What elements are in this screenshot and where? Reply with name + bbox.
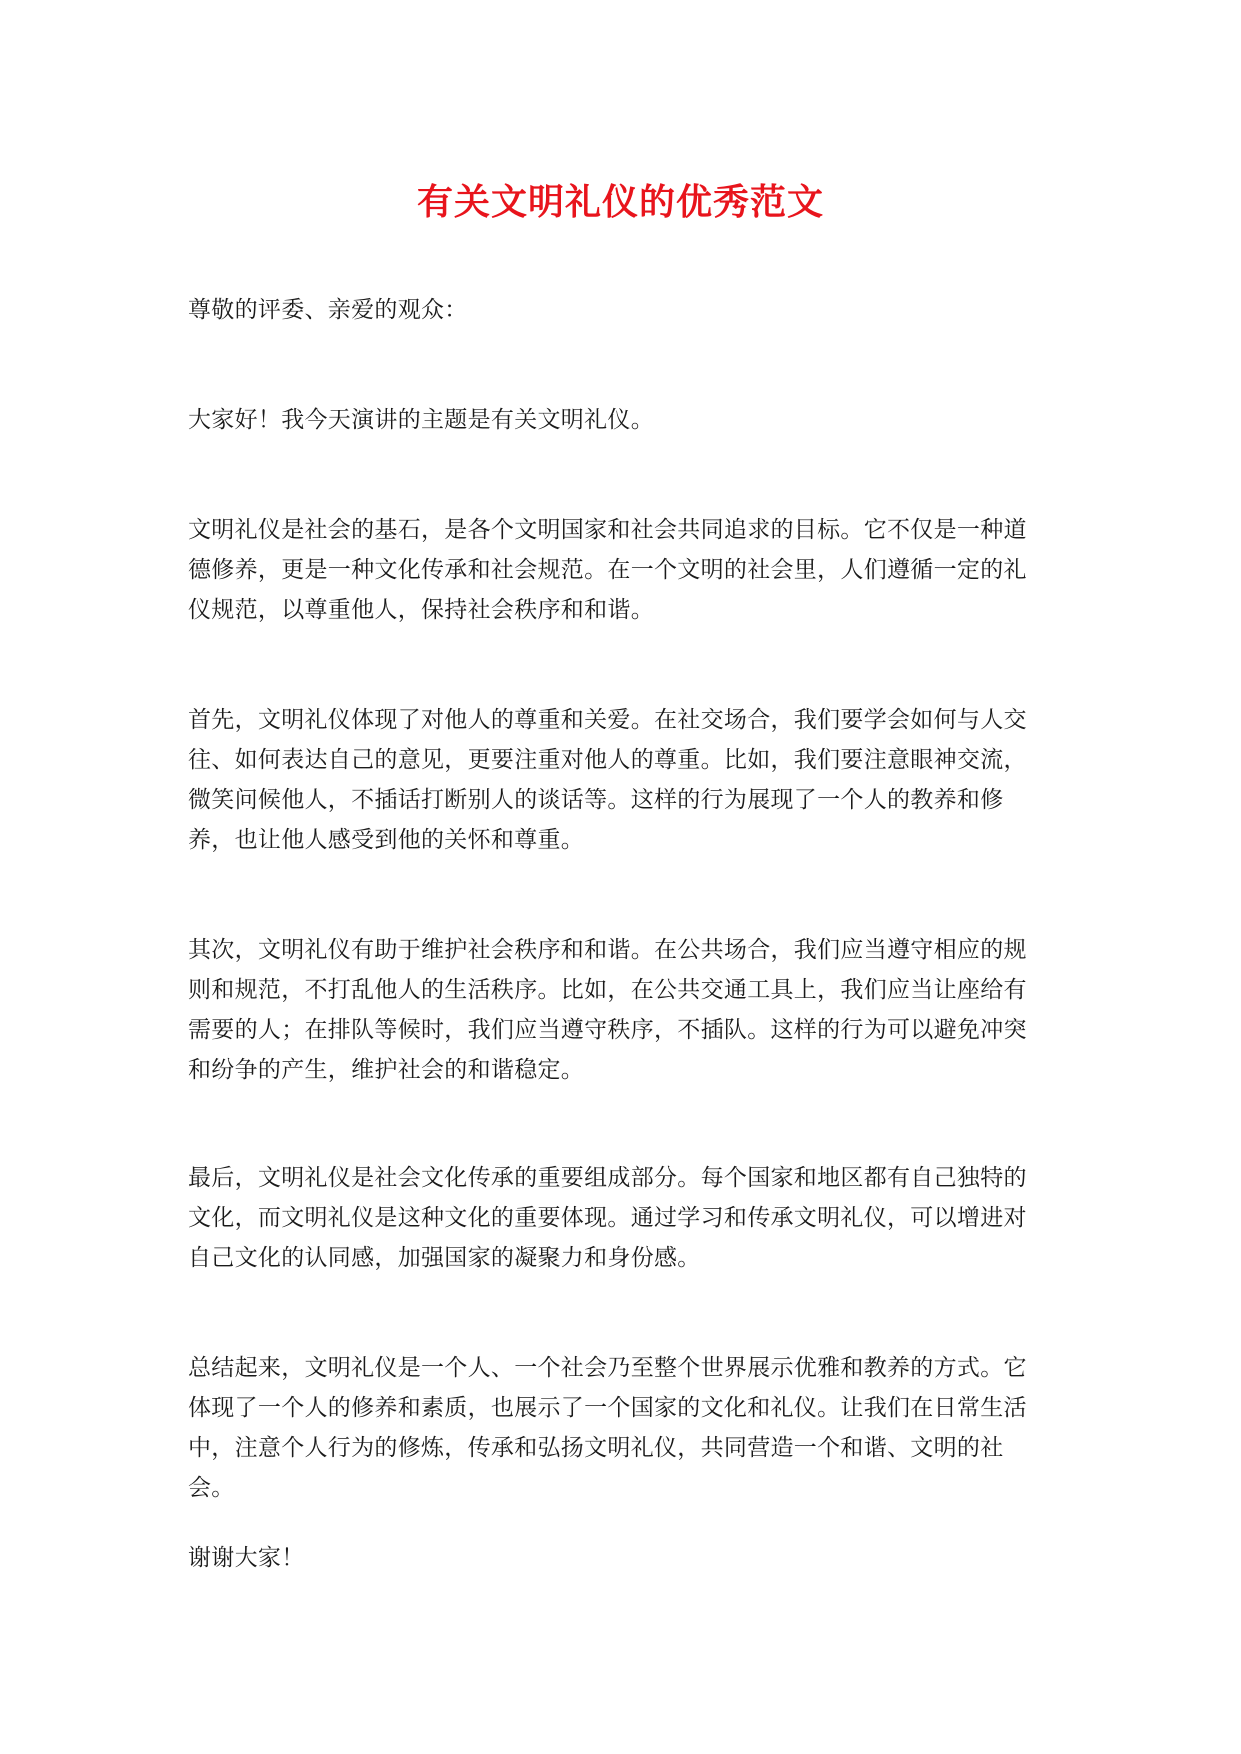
document-title: 有关文明礼仪的优秀范文 [416,182,824,223]
body-paragraph-second: 其次，文明礼仪有助于维护社会秩序和和谐。在公共场合，我们应当遵守相应的规则和规范，不打乱他人的生活秩序。比如，在公共交通工具上，我们应当让座给有需要的人；在排队等候时，我们应当遵守秩序，不插队。这样的行为可以避免冲突和纷争的产生，维护社会的和谐稳定。 [188,937,1027,1083]
opening-paragraph: 大家好！我今天演讲的主题是有关文明礼仪。 [188,407,654,433]
body-paragraph-first: 首先，文明礼仪体现了对他人的尊重和关爱。在社交场合，我们要学会如何与人交往、如何表达自己的意见，更要注重对他人的尊重。比如，我们要注意眼神交流，微笑问候他人，不插话打断别人的谈话等。这样的行为展现了一个人的教养和修养，也让他人感受到他的关怀和尊重。 [188,707,1027,853]
body-paragraph-last: 最后，文明礼仪是社会文化传承的重要组成部分。每个国家和地区都有自己独特的文化，而文明礼仪是这种文化的重要体现。通过学习和传承文明礼仪，可以增进对自己文化的认同感，加强国家的凝聚力和身份感。 [188,1165,1027,1271]
greeting-paragraph: 尊敬的评委、亲爱的观众： [188,297,468,323]
body-paragraph-intro: 文明礼仪是社会的基石，是各个文明国家和社会共同追求的目标。它不仅是一种道德修养，更是一种文化传承和社会规范。在一个文明的社会里，人们遵循一定的礼仪规范，以尊重他人，保持社会秩序和和谐。 [188,517,1027,623]
conclusion-paragraph: 总结起来，文明礼仪是一个人、一个社会乃至整个世界展示优雅和教养的方式。它体现了一个人的修养和素质，也展示了一个国家的文化和礼仪。让我们在日常生活中，注意个人行为的修炼，传承和弘扬文明礼仪，共同营造一个和谐、文明的社会。 [188,1355,1027,1501]
thanks-paragraph: 谢谢大家！ [188,1545,305,1571]
